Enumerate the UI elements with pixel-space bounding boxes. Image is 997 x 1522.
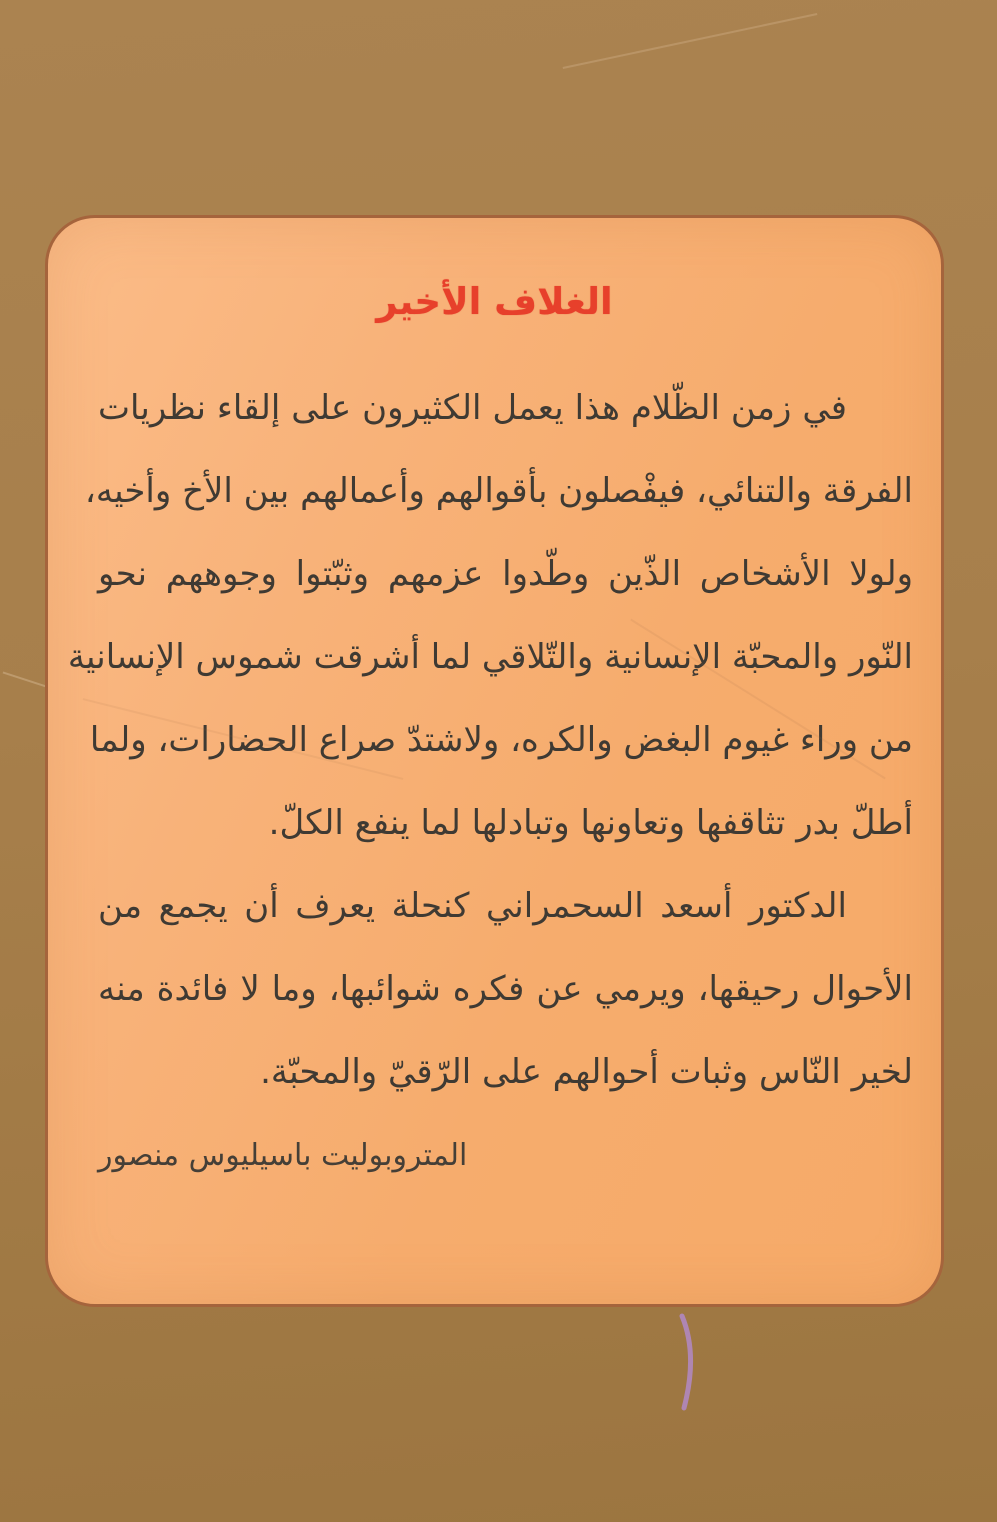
- background-scratch-line: [563, 13, 818, 69]
- text-line: من وراء غيوم البغض والكره، ولاشتدّ صراع الحضارات، ولما: [89, 720, 913, 760]
- paragraph-2: [98, 865, 913, 1114]
- text-line: في زمن الظّلام هذا يعمل الكثيرون على إلقاء نظريات: [98, 388, 847, 428]
- purple-scratch-mark: [672, 1312, 702, 1412]
- blurb-text: [48, 367, 941, 1197]
- text-line: الأحوال رحيقها، ويرمي عن فكره شوائبها، وما لا فائدة منه: [98, 969, 913, 1009]
- text-line: أطلّ بدر تثاقفها وتعاونها وتبادلها لما ينفع الكلّ.: [268, 803, 913, 843]
- text-line: ولولا الأشخاص الذّين وطّدوا عزمهم وثبّتوا وجوههم نحو: [98, 554, 913, 594]
- author-signature: المتروبوليت باسيليوس منصور: [98, 1138, 468, 1173]
- text-line: الفرقة والتنائي، فيفْصلون بأقوالهم وأعمالهم بين الأخ وأخيه،: [84, 471, 913, 511]
- back-cover-card: [45, 215, 944, 1307]
- text-line: لخير النّاس وثبات أحوالهم على الرّقيّ والمحبّة.: [260, 1052, 913, 1092]
- text-line: النّور والمحبّة الإنسانية والتّلاقي لما أشرقت شموس الإنسانية: [67, 637, 913, 677]
- page-title: الغلاف الأخير: [376, 280, 613, 323]
- paragraph-1: [67, 367, 913, 865]
- text-line: الدكتور أسعد السحمراني كنحلة يعرف أن يجمع من: [98, 886, 847, 926]
